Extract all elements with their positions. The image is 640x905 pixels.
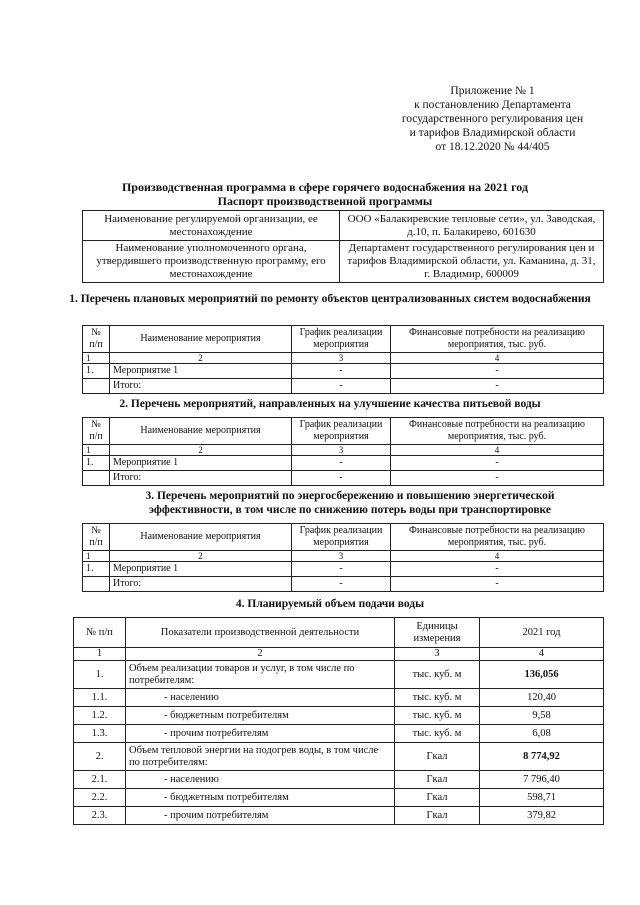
col-number: 2: [110, 551, 292, 562]
col-header: График реализации мероприятия: [292, 326, 391, 353]
passport-label: Наименование уполномоченного органа, утвердившего производственную программу, его местонахождение: [83, 241, 340, 283]
annex-line: от 18.12.2020 № 44/405: [435, 141, 550, 153]
total-schedule: -: [292, 471, 391, 486]
table-row: [83, 456, 604, 471]
row-number: 2.1.: [74, 771, 126, 789]
col-header: Показатели производственной деятельности: [126, 618, 395, 648]
row-number: 2.3.: [74, 807, 126, 825]
col-number: 3: [292, 353, 391, 364]
indicator-name: - бюджетным потребителям: [126, 707, 395, 725]
unit: тыс. куб. м: [395, 661, 480, 689]
col-header: Наименование мероприятия: [110, 524, 292, 551]
passport-value: ООО «Балакиревские тепловые сети», ул. Заводская, д.10, п. Балакирево, 601630: [340, 211, 604, 241]
indicator-name: - населению: [126, 771, 395, 789]
event-schedule: -: [292, 364, 391, 379]
row-number: 1.: [74, 661, 126, 689]
column-number-row: [83, 445, 604, 456]
total-row: [83, 471, 604, 486]
value-2021: 7 796,40: [480, 771, 604, 789]
unit: Гкал: [395, 807, 480, 825]
col-header: Финансовые потребности на реализацию мероприятия, тыс. руб.: [391, 418, 604, 445]
event-schedule: -: [292, 456, 391, 471]
passport-value: Департамент государственного регулирования цен и тарифов Владимирской области, ул. Каманина, д. 31, г. Владимир, 600009: [340, 241, 604, 283]
col-header: График реализации мероприятия: [292, 524, 391, 551]
col-header: Финансовые потребности на реализацию мероприятия, тыс. руб.: [391, 326, 604, 353]
col-number: 3: [292, 445, 391, 456]
col-number: 3: [292, 551, 391, 562]
header-row: [74, 618, 604, 648]
document-title: [60, 180, 590, 208]
total-finance: -: [391, 577, 604, 592]
col-number: 4: [391, 551, 604, 562]
col-number: 2: [110, 353, 292, 364]
total-schedule: -: [292, 379, 391, 394]
table-row: [74, 807, 604, 825]
col-number: 3: [395, 648, 480, 661]
passport-table: [82, 210, 604, 283]
title-line: Производственная программа в сфере горячего водоснабжения на 2021 год: [121, 180, 529, 194]
col-header: № п/п: [83, 418, 110, 445]
table-row: [74, 771, 604, 789]
unit: тыс. куб. м: [395, 689, 480, 707]
col-number: 2: [110, 445, 292, 456]
value-2021: 136,056: [480, 661, 604, 689]
event-name: Мероприятие 1: [110, 456, 292, 471]
col-number: 4: [391, 445, 604, 456]
row-number: 1.2.: [74, 707, 126, 725]
indicator-name: - бюджетным потребителям: [126, 789, 395, 807]
passport-row: [83, 241, 604, 283]
table-row: [74, 743, 604, 771]
annex-line: к постановлению Департамента: [414, 99, 571, 111]
table-row: [83, 562, 604, 577]
passport-row: [83, 211, 604, 241]
unit: Гкал: [395, 771, 480, 789]
value-2021: 6,08: [480, 725, 604, 743]
total-label: Итого:: [110, 379, 292, 394]
header-row: [83, 418, 604, 445]
col-number: 2: [126, 648, 395, 661]
annex-line: и тарифов Владимирской области: [409, 127, 576, 139]
col-number: 1: [83, 551, 110, 562]
total-row: [83, 577, 604, 592]
total-label: Итого:: [110, 471, 292, 486]
col-number: 1: [83, 353, 110, 364]
column-number-row: [83, 551, 604, 562]
indicator-name: - прочим потребителям: [126, 725, 395, 743]
col-header: № п/п: [83, 326, 110, 353]
unit: Гкал: [395, 789, 480, 807]
row-number: 1.: [83, 562, 110, 577]
row-number: 1.: [83, 456, 110, 471]
table-row: [74, 725, 604, 743]
total-finance: -: [391, 379, 604, 394]
col-number: 1: [74, 648, 126, 661]
col-header: Единицы измерения: [395, 618, 480, 648]
table-row: [74, 707, 604, 725]
col-number: 4: [480, 648, 604, 661]
value-2021: 9,58: [480, 707, 604, 725]
events-table-3: [82, 523, 604, 592]
events-table-2: [82, 417, 604, 486]
unit: тыс. куб. м: [395, 725, 480, 743]
annex-line: Приложение № 1: [450, 85, 535, 97]
volume-table: [73, 617, 604, 825]
table-row: [74, 689, 604, 707]
row-number: 1.3.: [74, 725, 126, 743]
unit: Гкал: [395, 743, 480, 771]
indicator-name: Объем тепловой энергии на подогрев воды, в том числе по потребителям:: [126, 743, 395, 771]
total-schedule: -: [292, 577, 391, 592]
title-line: Паспорт производственной программы: [217, 194, 433, 208]
col-header: Наименование мероприятия: [110, 326, 292, 353]
col-header: № п/п: [83, 524, 110, 551]
section-1-title: 1. Перечень плановых мероприятий по ремонту объектов централизованных систем водоснабжения: [69, 293, 591, 305]
indicator-name: Объем реализации товаров и услуг, в том числе по потребителям:: [126, 661, 395, 689]
table-row: [74, 661, 604, 689]
row-number: 2.: [74, 743, 126, 771]
section-2-title: 2. Перечень мероприятий, направленных на улучшение качества питьевой воды: [119, 398, 541, 410]
column-number-row: [74, 648, 604, 661]
value-2021: 598,71: [480, 789, 604, 807]
event-name: Мероприятие 1: [110, 562, 292, 577]
table-row: [74, 789, 604, 807]
section-4-title: 4. Планируемый объем подачи воды: [235, 598, 425, 610]
col-header: № п/п: [74, 618, 126, 648]
annex-line: государственного регулирования цен: [401, 113, 584, 125]
section-3-title: 3. Перечень мероприятий по энергосбережению и повышению энергетической эффективности, в том числе по снижению потерь воды при транспортировке: [145, 490, 555, 516]
event-finance: -: [391, 456, 604, 471]
row-number: 2.2.: [74, 789, 126, 807]
table-row: [83, 364, 604, 379]
row-number: 1.: [83, 364, 110, 379]
passport-label: Наименование регулируемой организации, ее местонахождение: [83, 211, 340, 241]
col-number: 4: [391, 353, 604, 364]
events-table-1: [82, 325, 604, 394]
row-number: 1.1.: [74, 689, 126, 707]
event-name: Мероприятие 1: [110, 364, 292, 379]
col-header: Финансовые потребности на реализацию мероприятия, тыс. руб.: [391, 524, 604, 551]
annex-header: [380, 84, 605, 154]
col-number: 1: [83, 445, 110, 456]
unit: тыс. куб. м: [395, 707, 480, 725]
value-2021: 120,40: [480, 689, 604, 707]
total-label: Итого:: [110, 577, 292, 592]
event-finance: -: [391, 562, 604, 577]
total-row: [83, 379, 604, 394]
value-2021: 379,82: [480, 807, 604, 825]
column-number-row: [83, 353, 604, 364]
header-row: [83, 524, 604, 551]
col-header: График реализации мероприятия: [292, 418, 391, 445]
event-finance: -: [391, 364, 604, 379]
indicator-name: - прочим потребителям: [126, 807, 395, 825]
total-finance: -: [391, 471, 604, 486]
indicator-name: - населению: [126, 689, 395, 707]
col-header: 2021 год: [480, 618, 604, 648]
col-header: Наименование мероприятия: [110, 418, 292, 445]
event-schedule: -: [292, 562, 391, 577]
header-row: [83, 326, 604, 353]
value-2021: 8 774,92: [480, 743, 604, 771]
